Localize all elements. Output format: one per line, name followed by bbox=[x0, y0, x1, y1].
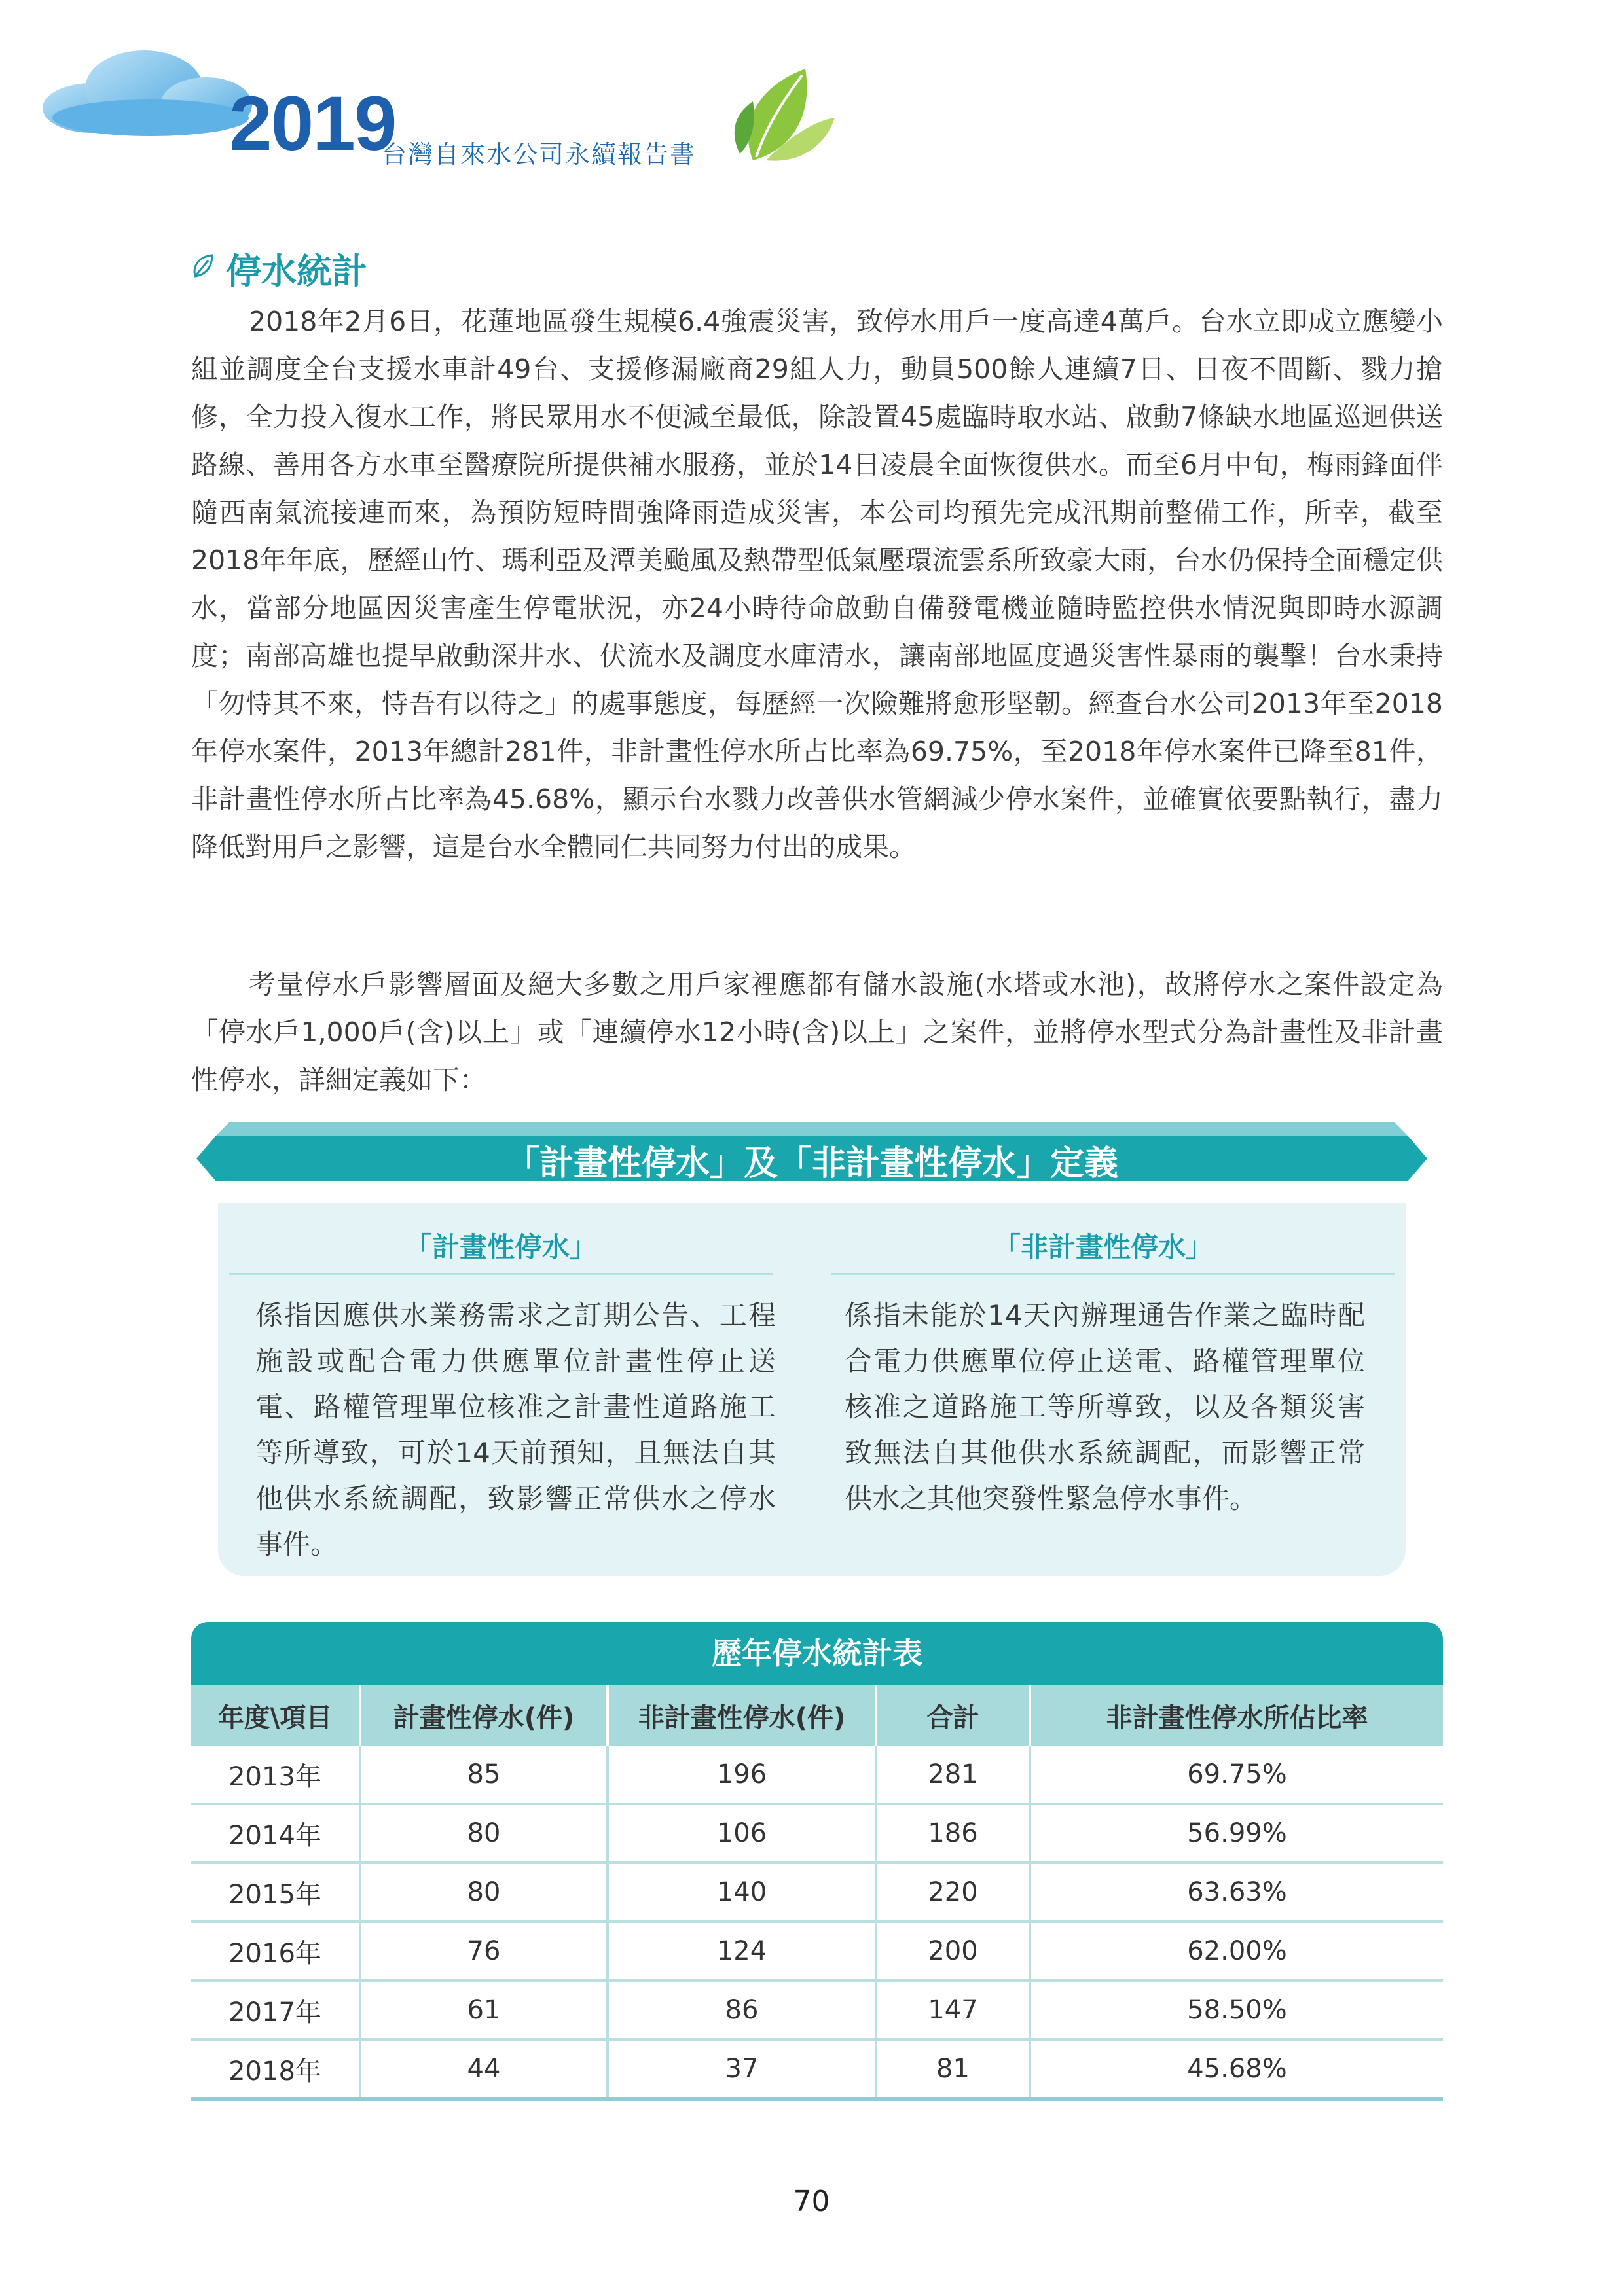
cloud-logo-icon bbox=[39, 46, 255, 137]
cell-unplanned: 140 bbox=[608, 1863, 876, 1922]
cell-year: 2016年 bbox=[191, 1922, 360, 1981]
cell-planned: 61 bbox=[360, 1981, 608, 2039]
cell-year: 2014年 bbox=[191, 1804, 360, 1863]
paragraph-text: 考量停水戶影響層面及絕大多數之用戶家裡應都有儲水設施(水塔或水池)，故將停水之案件設定為「停水戶1,000戶(含)以上」或「連續停水12小時(含)以上」之案件，並將停水型式分為計畫性及非計畫性停水，詳細定義如下： bbox=[191, 969, 1443, 1096]
page-number: 70 bbox=[793, 2185, 830, 2218]
header-planned: 計畫性停水(件) bbox=[360, 1685, 608, 1746]
report-year: 2019 bbox=[229, 81, 396, 167]
section-title: 停水統計 bbox=[226, 251, 367, 292]
header-unplanned: 非計畫性停水(件) bbox=[608, 1685, 876, 1746]
table-row bbox=[191, 1863, 1443, 1922]
cell-unplanned: 124 bbox=[608, 1922, 876, 1981]
body-paragraph-1 bbox=[191, 298, 1443, 871]
cell-total: 220 bbox=[876, 1863, 1030, 1922]
cell-planned: 44 bbox=[360, 2039, 608, 2099]
header-total: 合計 bbox=[876, 1685, 1030, 1746]
header-ratio: 非計畫性停水所佔比率 bbox=[1030, 1685, 1443, 1746]
paragraph-text: 2018年2月6日，花蓮地區發生規模6.4強震災害，致停水用戶一度高達4萬戶。台水立即成立應變小組並調度全台支援水車計49台、支援修漏廠商29組人力，動員500餘人連續7日、日夜不間斷、戮力搶修，全力投入復水工作，將民眾用水不便減至最低，除設置45處臨時取水站、啟動7條缺水地區巡迴供送路線、善用各方水車至醫療院所提供補水服務，並於14日凌晨全面恢復供水。而至6月中旬，梅雨鋒面伴隨西南氣流接連而來，為預防短時間強降雨造成災害，本公司均預先完成汛期前整備工作，所幸，截至2018年年底，歷經山竹、瑪利亞及潭美颱風及熱帶型低氣壓環流雲系所致豪大雨，台水仍保持全面穩定供水，當部分地區因災害產生停電狀況，亦24小時待命啟動自備發電機並隨時監控供水情況與即時水源調度；南部高雄也提早啟動深井水、伏流水及調度水庫清水，讓南部地區度過災害性暴雨的襲擊！台水秉持「勿恃其不來，恃吾有以待之」的處事態度，每歷經一次險難將愈形堅韌。經查台水公司2013年至2018年停水案件，2013年總計281件，非計畫性停水所占比率為69.75%，至2018年停水案件已降至81件，非計畫性停水所占比率為45.68%，顯示台水戮力改善供水管網減少停水案件，並確實依要點執行，盡力降低對用戶之影響，這是台水全體同仁共同努力付出的成果。 bbox=[191, 306, 1443, 863]
cell-planned: 76 bbox=[360, 1922, 608, 1981]
cell-ratio: 45.68% bbox=[1030, 2039, 1443, 2099]
table-row bbox=[191, 1922, 1443, 1981]
cell-total: 147 bbox=[876, 1981, 1030, 2039]
cell-ratio: 63.63% bbox=[1030, 1863, 1443, 1922]
planned-text: 係指因應供水業務需求之訂期公告、工程施設或配合電力供應單位計畫性停止送電、路權管理單位核准之計畫性道路施工等所導致，可於14天前預知，且無法自其他供水系統調配，致影響正常供水之停水事件。 bbox=[255, 1299, 776, 1560]
cell-planned: 85 bbox=[360, 1746, 608, 1804]
cell-year: 2015年 bbox=[191, 1863, 360, 1922]
header-year: 年度\項目 bbox=[191, 1685, 360, 1746]
leaf-outline-icon bbox=[191, 253, 215, 279]
table-row bbox=[191, 1981, 1443, 2039]
definition-banner-title: 「計畫性停水」及「非計畫性停水」定義 bbox=[505, 1144, 1118, 1183]
table-header-row bbox=[191, 1685, 1443, 1746]
cell-year: 2013年 bbox=[191, 1746, 360, 1804]
statistics-table bbox=[191, 1685, 1443, 2101]
table-title: 歷年停水統計表 bbox=[191, 1622, 1443, 1685]
unplanned-divider bbox=[831, 1273, 1395, 1275]
report-title: 台灣自來水公司永續報告書 bbox=[382, 140, 697, 169]
leaf-logo-icon bbox=[727, 62, 838, 167]
outage-statistics-table bbox=[191, 1622, 1443, 2101]
unplanned-title: 「非計畫性停水」 bbox=[993, 1231, 1213, 1263]
table-row bbox=[191, 1804, 1443, 1863]
table-row bbox=[191, 1746, 1443, 1804]
cell-ratio: 56.99% bbox=[1030, 1804, 1443, 1863]
page-header bbox=[0, 0, 1623, 196]
cell-ratio: 58.50% bbox=[1030, 1981, 1443, 2039]
planned-title: 「計畫性停水」 bbox=[404, 1231, 597, 1263]
cell-total: 81 bbox=[876, 2039, 1030, 2099]
planned-divider bbox=[229, 1273, 773, 1275]
cell-ratio: 62.00% bbox=[1030, 1922, 1443, 1981]
cell-unplanned: 37 bbox=[608, 2039, 876, 2099]
cell-unplanned: 106 bbox=[608, 1804, 876, 1863]
cell-total: 281 bbox=[876, 1746, 1030, 1804]
table-row bbox=[191, 2039, 1443, 2099]
cell-planned: 80 bbox=[360, 1804, 608, 1863]
cell-total: 186 bbox=[876, 1804, 1030, 1863]
unplanned-text: 係指未能於14天內辦理通告作業之臨時配合電力供應單位停止送電、路權管理單位核准之道路施工等所導致，以及各類災害致無法自其他供水系統調配，而影響正常供水之其他突發性緊急停水事件。 bbox=[845, 1299, 1365, 1515]
cell-ratio: 69.75% bbox=[1030, 1746, 1443, 1804]
cell-unplanned: 86 bbox=[608, 1981, 876, 2039]
cell-year: 2017年 bbox=[191, 1981, 360, 2039]
cell-year: 2018年 bbox=[191, 2039, 360, 2099]
cell-total: 200 bbox=[876, 1922, 1030, 1981]
body-paragraph-2 bbox=[191, 961, 1443, 1104]
cell-planned: 80 bbox=[360, 1863, 608, 1922]
cell-unplanned: 196 bbox=[608, 1746, 876, 1804]
